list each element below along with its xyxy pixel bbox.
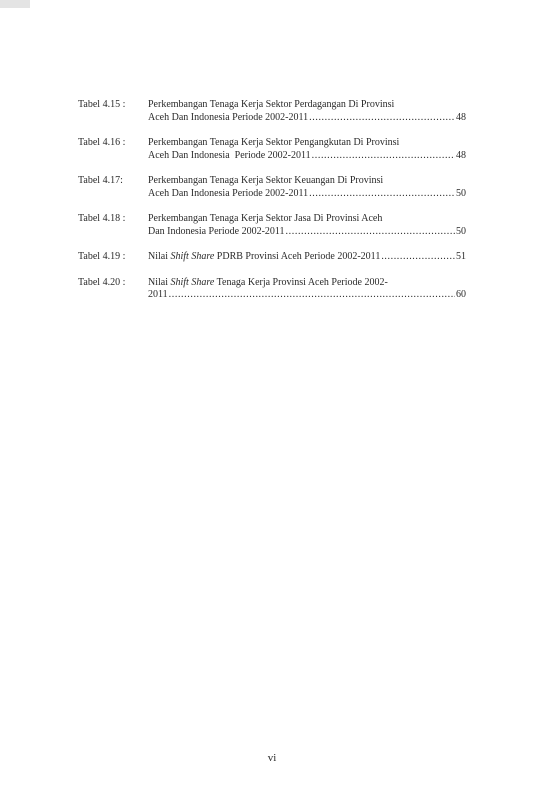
entry-title-line: Perkembangan Tenaga Kerja Sektor Perdagangan Di Provinsi	[148, 99, 395, 110]
entry-page-number: 50	[456, 225, 466, 237]
entry-content	[148, 99, 466, 124]
entry-label: Tabel 4.15 :	[78, 99, 126, 110]
dot-leader	[309, 188, 455, 201]
entry-content	[148, 175, 466, 200]
entry-title-prefix: Nilai	[148, 276, 171, 288]
entry-leader-line	[148, 150, 466, 163]
toc-entry-4-20	[78, 277, 468, 302]
page-number: vi	[267, 752, 277, 764]
entry-title-line: Aceh Dan Indonesia Periode 2002-2011	[148, 187, 309, 199]
entry-page-number: 48	[456, 111, 466, 123]
entry-leader-line	[148, 188, 466, 201]
dot-leader	[169, 289, 455, 302]
entry-content	[148, 137, 466, 162]
entry-title-italic: Shift Share	[170, 251, 215, 262]
entry-content	[148, 251, 466, 264]
entry-content	[148, 213, 466, 238]
entry-label: Tabel 4.20 :	[78, 276, 126, 288]
entry-page-number: 51	[456, 251, 466, 262]
entry-page-number: 50	[456, 187, 466, 199]
toc-entry-4-19	[78, 251, 468, 264]
entry-title-line: Dan Indonesia Periode 2002-2011	[148, 225, 285, 237]
toc-entry-4-16	[78, 137, 468, 162]
entry-title-line: Aceh Dan Indonesia Periode 2002-2011	[148, 111, 309, 123]
entry-title-line	[148, 277, 466, 290]
toc-entry-4-18	[78, 213, 468, 238]
entry-title-line: Perkembangan Tenaga Kerja Sektor Jasa Di Provinsi Aceh	[148, 213, 383, 224]
scan-edge-mark	[0, 0, 30, 8]
dot-leader	[381, 251, 455, 264]
entry-content	[148, 277, 466, 302]
toc-entry-4-15	[78, 99, 468, 124]
dot-leader	[309, 112, 455, 125]
entry-label: Tabel 4.16 :	[78, 137, 126, 148]
entry-title-italic: Shift Share	[170, 276, 215, 288]
toc-entry-4-17	[78, 175, 468, 200]
entry-leader-line	[148, 251, 466, 264]
entry-label: Tabel 4.19 :	[78, 251, 126, 262]
entry-label: Tabel 4.18 :	[78, 213, 126, 224]
entry-title-line: Perkembangan Tenaga Kerja Sektor Pengangkutan Di Provinsi	[148, 137, 400, 148]
entry-leader-line	[148, 112, 466, 125]
entry-page-number: 60	[456, 289, 466, 300]
entry-page-number: 48	[456, 149, 466, 161]
dot-leader	[312, 150, 455, 163]
table-of-tables	[78, 99, 468, 315]
entry-title-line: Perkembangan Tenaga Kerja Sektor Keuangan Di Provinsi	[148, 175, 384, 186]
entry-title-line: 2011	[148, 289, 168, 300]
entry-label: Tabel 4.17:	[78, 175, 123, 186]
entry-leader-line	[148, 289, 466, 302]
dot-leader	[286, 226, 455, 239]
entry-title-prefix: Nilai	[148, 251, 171, 262]
entry-title-suffix: PDRB Provinsi Aceh Periode 2002-2011	[214, 251, 381, 262]
entry-title-line: Aceh Dan Indonesia Periode 2002-2011	[148, 149, 311, 161]
entry-leader-line	[148, 226, 466, 239]
entry-title-suffix: Tenaga Kerja Provinsi Aceh Periode 2002-	[214, 276, 388, 288]
